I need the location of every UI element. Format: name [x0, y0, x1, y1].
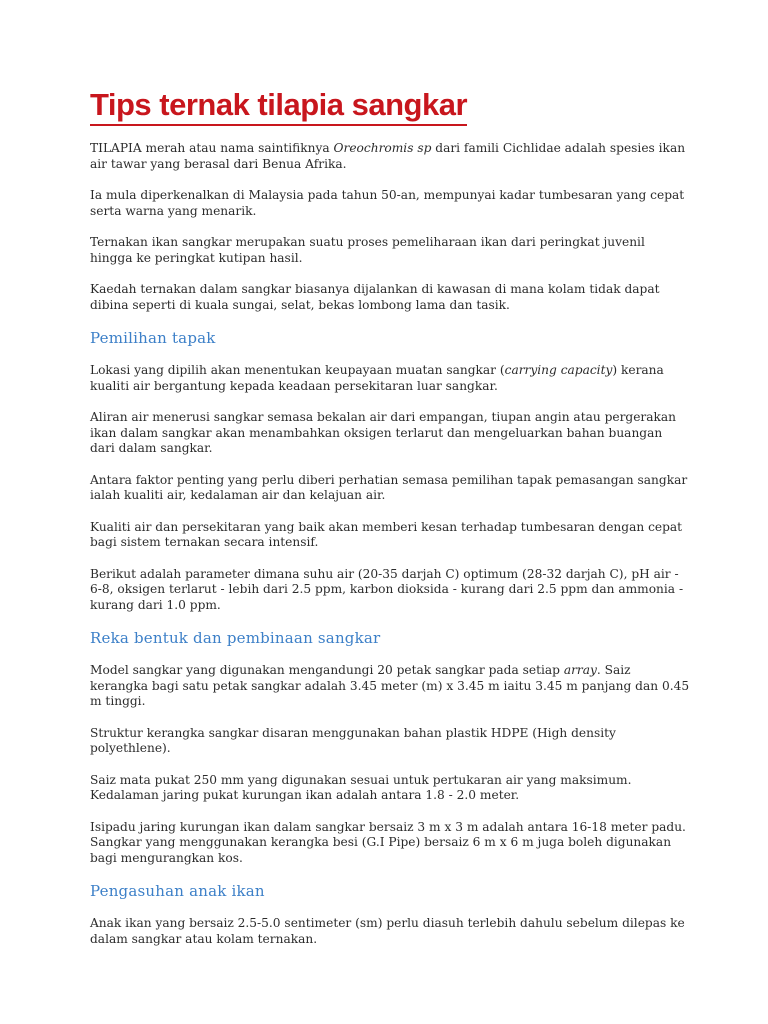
- italic-term: carrying capacity: [504, 363, 613, 377]
- paragraph-text: Anak ikan yang bersaiz 2.5-5.0 sentimeter (sm) perlu diasuh terlebih dahulu sebelum dilepas ke dalam sangkar atau kolam ternakan.: [90, 916, 685, 946]
- paragraph-text: Ia mula diperkenalkan di Malaysia pada tahun 50-an, mempunyai kadar tumbesaran yang cepat serta warna yang menarik.: [90, 188, 685, 218]
- paragraph: [90, 820, 690, 867]
- paragraph: [90, 363, 690, 394]
- section-heading: Pemilihan tapak: [90, 329, 216, 347]
- paragraph-text: . Saiz kerangka bagi satu petak sangkar adalah 3.45 meter (m) x 3.45 m iaitu 3.45 m panjang dan 0.45 m tinggi.: [90, 663, 690, 708]
- paragraph-text: Kaedah ternakan dalam sangkar biasanya dijalankan di kawasan di mana kolam tidak dapat dibina seperti di kuala sungai, selat, bekas lombong lama dan tasik.: [90, 282, 660, 312]
- paragraph-text: Isipadu jaring kurungan ikan dalam sangkar bersaiz 3 m x 3 m adalah antara 16-18 meter padu. Sangkar yang menggunakan kerangka besi (G.I Pipe) bersaiz 6 m x 6 m juga boleh digunakan bagi mengurangkan kos.: [90, 819, 686, 865]
- paragraph-text: Kualiti air dan persekitaran yang baik akan memberi kesan terhadap tumbesaran dengan cepat bagi sistem ternakan secara intensif.: [90, 519, 683, 549]
- paragraph-text: Berikut adalah parameter dimana suhu air (20-35 darjah C) optimum (28-32 darjah C), pH air - 6-8, oksigen terlarut - lebih dari 2.5 ppm, karbon dioksida - kurang dari 2.5 ppm dan ammonia - kurang dari 1.0 ppm.: [90, 566, 684, 612]
- section-heading: Pengasuhan anak ikan: [90, 882, 265, 900]
- italic-term: array: [563, 663, 597, 677]
- paragraph-text: Lokasi yang dipilih akan menentukan keupayaan muatan sangkar (: [90, 363, 505, 377]
- paragraph-text: ) kerana kualiti air bergantung kepada keadaan persekitaran luar sangkar.: [90, 363, 664, 393]
- paragraph: [90, 235, 690, 266]
- article-body: [90, 141, 690, 963]
- paragraph-text: Antara faktor penting yang perlu diberi perhatian semasa pemilihan tapak pemasangan sangkar ialah kualiti air, kedalaman air dan kelajuan air.: [90, 472, 688, 502]
- paragraph-text: Struktur kerangka sangkar disaran menggunakan bahan plastik HDPE (High density polyethlene).: [90, 725, 616, 755]
- paragraph-text: dari famili Cichlidae adalah spesies ikan air tawar yang berasal dari Benua Afrika.: [90, 141, 686, 171]
- paragraph-text: Model sangkar yang digunakan mengandungi 20 petak sangkar pada setiap: [90, 663, 564, 677]
- paragraph: [90, 773, 690, 804]
- italic-term: Oreochromis sp: [333, 141, 432, 155]
- page-title: Tips ternak tilapia sangkar: [90, 86, 467, 126]
- section-heading: Reka bentuk dan pembinaan sangkar: [90, 629, 381, 647]
- paragraph: [90, 410, 690, 457]
- paragraph: [90, 567, 690, 614]
- paragraph-text: Ternakan ikan sangkar merupakan suatu proses pemeliharaan ikan dari peringkat juvenil hingga ke peringkat kutipan hasil.: [90, 235, 645, 265]
- paragraph: [90, 726, 690, 757]
- paragraph: [90, 473, 690, 504]
- paragraph: [90, 520, 690, 551]
- paragraph: [90, 188, 690, 219]
- paragraph-text: Saiz mata pukat 250 mm yang digunakan sesuai untuk pertukaran air yang maksimum. Kedalaman jaring pukat kurungan ikan adalah antara 1.8 - 2.0 meter.: [90, 772, 632, 802]
- paragraph-text: Aliran air menerusi sangkar semasa bekalan air dari empangan, tiupan angin atau pergerakan ikan dalam sangkar akan menambahkan oksigen terlarut dan mengeluarkan bahan buangan dari dalam sangkar.: [90, 410, 677, 455]
- paragraph: [90, 141, 690, 172]
- paragraph: [90, 663, 690, 710]
- paragraph: [90, 282, 690, 313]
- paragraph: [90, 916, 690, 947]
- paragraph-text: TILAPIA merah atau nama saintifiknya: [90, 141, 334, 155]
